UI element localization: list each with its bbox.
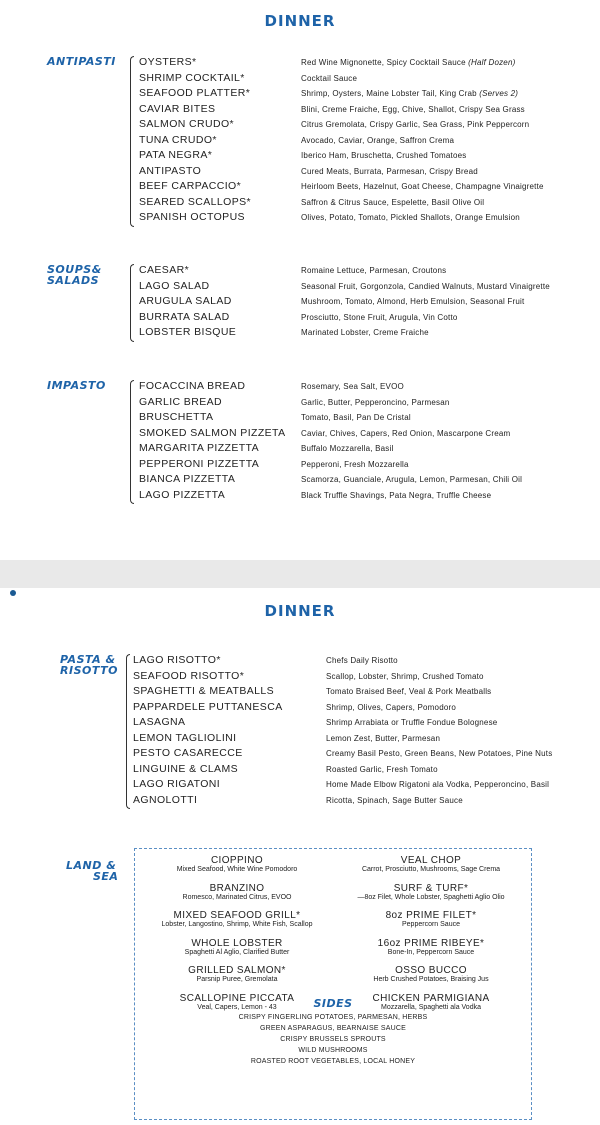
land-sea-item-name: OSSO BUCCO (395, 965, 467, 976)
menu-item-description (301, 398, 450, 407)
land-sea-item-name: 8oz PRIME FILET* (385, 910, 477, 921)
menu-item-name: SMOKED SALMON PIZZETA (139, 426, 286, 439)
menu-item-name: SEAFOOD RISOTTO* (133, 669, 245, 682)
menu-item-name: SPAGHETTI & MEATBALLS (133, 685, 275, 697)
description-text: Cured Meats, Burrata, Parmesan, Crispy Bread (301, 166, 478, 176)
land-sea-item (137, 965, 337, 983)
menu-item-description (301, 475, 522, 484)
description-note: (Serves 2) (476, 89, 519, 98)
land-sea-item-name: CHICKEN PARMIGIANA (372, 992, 490, 1004)
menu-item-description (301, 444, 393, 453)
land-sea-item-name: MIXED SEAFOOD GRILL* (173, 910, 301, 921)
side-dish: GREEN ASPARAGUS, BEARNAISE SAUCE (260, 1025, 406, 1032)
menu-item-name: SHRIMP COCKTAIL* (139, 71, 245, 84)
menu-item-name: LINGUINE & CLAMS (133, 762, 239, 775)
description-note: (Half Dozen) (465, 58, 516, 67)
menu-page-1 (0, 0, 600, 560)
menu-item-name: LASAGNA (133, 716, 186, 728)
land-sea-item-name: BRANZINO (209, 882, 265, 894)
description-text: Citrus Gremolata, Crispy Garlic, Sea Grass, Pink Peppercorn (301, 120, 530, 129)
menu-item-name: LAGO PIZZETTA (139, 488, 226, 501)
side-dish: WILD MUSHROOMS (298, 1047, 368, 1054)
menu-item-name: BRUSCHETTA (139, 411, 214, 423)
section-brace (126, 654, 130, 809)
menu-item-description (326, 749, 552, 758)
menu-item-name: PEPPERONI PIZZETTA (139, 457, 260, 470)
page-title: DINNER (264, 602, 336, 620)
description-text: Avocado, Caviar, Orange, Saffron Crema (301, 135, 455, 145)
land-sea-item (331, 855, 531, 873)
menu-item-name: FOCACCINA BREAD (139, 380, 246, 392)
menu-item-description (326, 734, 440, 743)
menu-item-description (301, 313, 458, 322)
menu-item-description (301, 413, 411, 422)
page-title: DINNER (264, 12, 336, 30)
land-sea-item-description: Peppercorn Sauce (402, 921, 460, 928)
sides-title: SIDES (313, 997, 353, 1010)
menu-item-description (301, 213, 520, 222)
land-sea-item (331, 883, 531, 901)
land-sea-item (137, 883, 337, 901)
land-sea-item-description: —8oz Filet, Whole Lobster, Spaghetti Aglio Olio (357, 893, 505, 901)
section-label: RISOTTO (60, 664, 118, 677)
menu-item-name: AGNOLOTTI (133, 793, 198, 806)
land-sea-item-description: Spaghetti Al Aglio, Clarified Butter (184, 948, 290, 956)
description-text: Ricotta, Spinach, Sage Butter Sauce (326, 795, 463, 805)
land-sea-item-name: CIOPPINO (210, 855, 264, 866)
menu-item-description (301, 58, 515, 67)
menu-item-description (301, 198, 484, 207)
menu-item-description (301, 167, 478, 176)
menu-item-description (301, 429, 510, 438)
description-text: Home Made Elbow Rigatoni ala Vodka, Pepperoncino, Basil (326, 780, 550, 789)
menu-item-name: SALMON CRUDO* (139, 118, 235, 130)
land-sea-item-description: Mixed Seafood, White Wine Pomodoro (176, 866, 298, 873)
menu-item-name: CAESAR* (139, 264, 190, 276)
land-sea-item-description: Romesco, Marinated Citrus, EVOO (182, 893, 292, 901)
description-text: Caviar, Chives, Capers, Red Onion, Mascarpone Cream (301, 428, 511, 438)
menu-item-name: OYSTERS* (139, 56, 197, 68)
menu-item-name: BEEF CARPACCIO* (139, 180, 242, 192)
menu-item-description (326, 656, 398, 665)
description-text: Scallop, Lobster, Shrimp, Crushed Tomato (326, 671, 484, 681)
land-sea-item (331, 938, 531, 956)
side-dish: CRISPY BRUSSELS SPROUTS (280, 1036, 386, 1043)
description-text: Iberico Ham, Bruschetta, Crushed Tomatoes (301, 151, 467, 160)
description-text: Blini, Creme Fraiche, Egg, Chive, Shallot, Crispy Sea Grass (301, 104, 525, 114)
land-sea-item-name: SURF & TURF* (393, 882, 469, 894)
menu-item-name: CAVIAR BITES (139, 102, 216, 115)
land-sea-item-description: Bone-In, Peppercorn Sauce (387, 948, 475, 956)
description-text: Chefs Daily Risotto (326, 656, 398, 665)
menu-item-name: PESTO CASARECCE (133, 747, 243, 759)
land-sea-item-name: WHOLE LOBSTER (191, 937, 283, 949)
description-text: Red Wine Mignonette, Spicy Cocktail Sauce (301, 58, 466, 67)
menu-item-name: LAGO RIGATONI (133, 778, 221, 790)
menu-item-description (301, 460, 409, 469)
land-sea-item (137, 855, 337, 873)
side-dish: ROASTED ROOT VEGETABLES, LOCAL HONEY (250, 1058, 416, 1065)
description-text: Creamy Basil Pesto, Green Beans, New Potatoes, Pine Nuts (326, 749, 553, 758)
description-text: Pepperoni, Fresh Mozzarella (301, 459, 409, 469)
section-label: SOUPS& (47, 263, 102, 276)
land-sea-item (137, 910, 337, 928)
land-sea-item-name: 16oz PRIME RIBEYE* (377, 937, 485, 949)
description-text: Scamorza, Guanciale, Arugula, Lemon, Parmesan, Chili Oil (301, 475, 523, 484)
menu-item-description (326, 765, 438, 774)
menu-item-description (301, 182, 544, 191)
menu-item-name: GARLIC BREAD (139, 395, 222, 408)
menu-item-name: SPANISH OCTOPUS (139, 211, 245, 223)
menu-item-name: BURRATA SALAD (139, 310, 230, 323)
description-text: Roasted Garlic, Fresh Tomato (326, 764, 438, 774)
menu-item-description (301, 282, 550, 291)
land-sea-item-description: Parsnip Puree, Gremolata (196, 976, 278, 983)
menu-item-name: LOBSTER BISQUE (139, 326, 237, 338)
land-sea-item (137, 993, 337, 1011)
menu-item-description (301, 120, 529, 129)
section-label: SEA (93, 870, 119, 883)
page-marker-dot (10, 590, 16, 596)
menu-item-name: LAGO SALAD (139, 279, 210, 292)
land-sea-item (331, 910, 531, 928)
menu-item-name: PAPPARDELE PUTTANESCA (133, 700, 283, 713)
section-brace (130, 264, 134, 342)
menu-item-name: SEAFOOD PLATTER* (139, 87, 251, 99)
description-text: Black Truffle Shavings, Pata Negra, Truffle Cheese (301, 490, 492, 500)
section-label: ANTIPASTI (47, 55, 116, 68)
description-text: Olives, Potato, Tomato, Pickled Shallots, Orange Emulsion (301, 213, 520, 222)
menu-item-description (301, 382, 404, 391)
description-text: Cocktail Sauce (301, 73, 358, 83)
land-sea-item (137, 938, 337, 956)
description-text: Rosemary, Sea Salt, EVOO (301, 382, 404, 391)
menu-item-description (326, 672, 484, 681)
description-text: Romaine Lettuce, Parmesan, Croutons (301, 266, 447, 275)
description-text: Shrimp, Oysters, Maine Lobster Tail, King Crab (301, 89, 477, 98)
menu-item-description (301, 297, 524, 306)
description-text: Shrimp, Olives, Capers, Pomodoro (326, 702, 457, 712)
menu-item-description (326, 718, 497, 727)
menu-item-description (301, 89, 518, 98)
land-sea-item-description: Carrot, Prosciutto, Mushrooms, Sage Crema (361, 866, 501, 873)
menu-item-description (326, 796, 463, 805)
menu-item-description (326, 703, 456, 712)
menu-item-description (301, 136, 454, 145)
menu-item-description (301, 151, 466, 160)
section-label: PASTA & (60, 653, 116, 666)
land-sea-item (331, 993, 531, 1011)
description-text: Shrimp Arrabiata or Truffle Fondue Bolognese (326, 718, 498, 727)
menu-item-description (301, 266, 446, 275)
land-sea-item-name: GRILLED SALMON* (188, 965, 286, 976)
menu-item-description (301, 328, 429, 337)
menu-item-description (326, 780, 549, 789)
section-label: LAND & (66, 859, 117, 872)
land-sea-item (331, 965, 531, 983)
menu-item-name: MARGARITA PIZZETTA (139, 442, 259, 454)
land-sea-item-description: Mozzarella, Spaghetti ala Vodka (380, 1003, 481, 1011)
menu-item-name: TUNA CRUDO* (139, 133, 217, 146)
section-brace (130, 56, 134, 227)
menu-item-name: PATA NEGRA* (139, 149, 213, 161)
description-text: Mushroom, Tomato, Almond, Herb Emulsion, Seasonal Fruit (301, 297, 525, 306)
land-sea-item-name: VEAL CHOP (400, 855, 462, 866)
description-text: Tomato, Basil, Pan De Cristal (301, 413, 411, 422)
menu-item-name: ARUGULA SALAD (139, 295, 232, 307)
menu-item-name: BIANCA PIZZETTA (139, 473, 236, 485)
side-dish: CRISPY FINGERLING POTATOES, PARMESAN, HERBS (238, 1014, 428, 1021)
description-text: Garlic, Butter, Pepperoncino, Parmesan (301, 397, 450, 407)
land-sea-item-description: Lobster, Langostino, Shrimp, White Fish, Scallop (161, 921, 313, 928)
description-text: Heirloom Beets, Hazelnut, Goat Cheese, Champagne Vinaigrette (301, 182, 544, 191)
description-text: Marinated Lobster, Creme Fraiche (301, 328, 429, 337)
land-sea-item-description: Herb Crushed Potatoes, Braising Jus (373, 976, 489, 983)
description-text: Buffalo Mozzarella, Basil (301, 444, 394, 453)
menu-item-description (301, 74, 357, 83)
land-sea-item-description: Veal, Capers, Lemon - 43 (197, 1003, 277, 1011)
menu-item-name: LAGO RISOTTO* (133, 654, 221, 666)
description-text: Tomato Braised Beef, Veal & Pork Meatballs (326, 687, 492, 696)
section-brace (130, 380, 134, 504)
description-text: Prosciutto, Stone Fruit, Arugula, Vin Cotto (301, 312, 458, 322)
land-and-sea-box (134, 848, 532, 1120)
land-sea-item-name: SCALLOPINE PICCATA (179, 992, 295, 1004)
description-text: Saffron & Citrus Sauce, Espelette, Basil Olive Oil (301, 197, 485, 207)
menu-item-name: ANTIPASTO (139, 164, 202, 177)
section-label: SALADS (47, 274, 100, 287)
menu-item-name: SEARED SCALLOPS* (139, 195, 252, 208)
description-text: Lemon Zest, Butter, Parmesan (326, 733, 441, 743)
section-label: IMPASTO (47, 379, 106, 392)
description-text: Seasonal Fruit, Gorgonzola, Candied Walnuts, Mustard Vinaigrette (301, 281, 550, 291)
menu-item-description (326, 687, 491, 696)
menu-page-2 (0, 588, 600, 1125)
menu-item-name: LEMON TAGLIOLINI (133, 731, 237, 744)
menu-item-description (301, 105, 525, 114)
menu-item-description (301, 491, 491, 500)
